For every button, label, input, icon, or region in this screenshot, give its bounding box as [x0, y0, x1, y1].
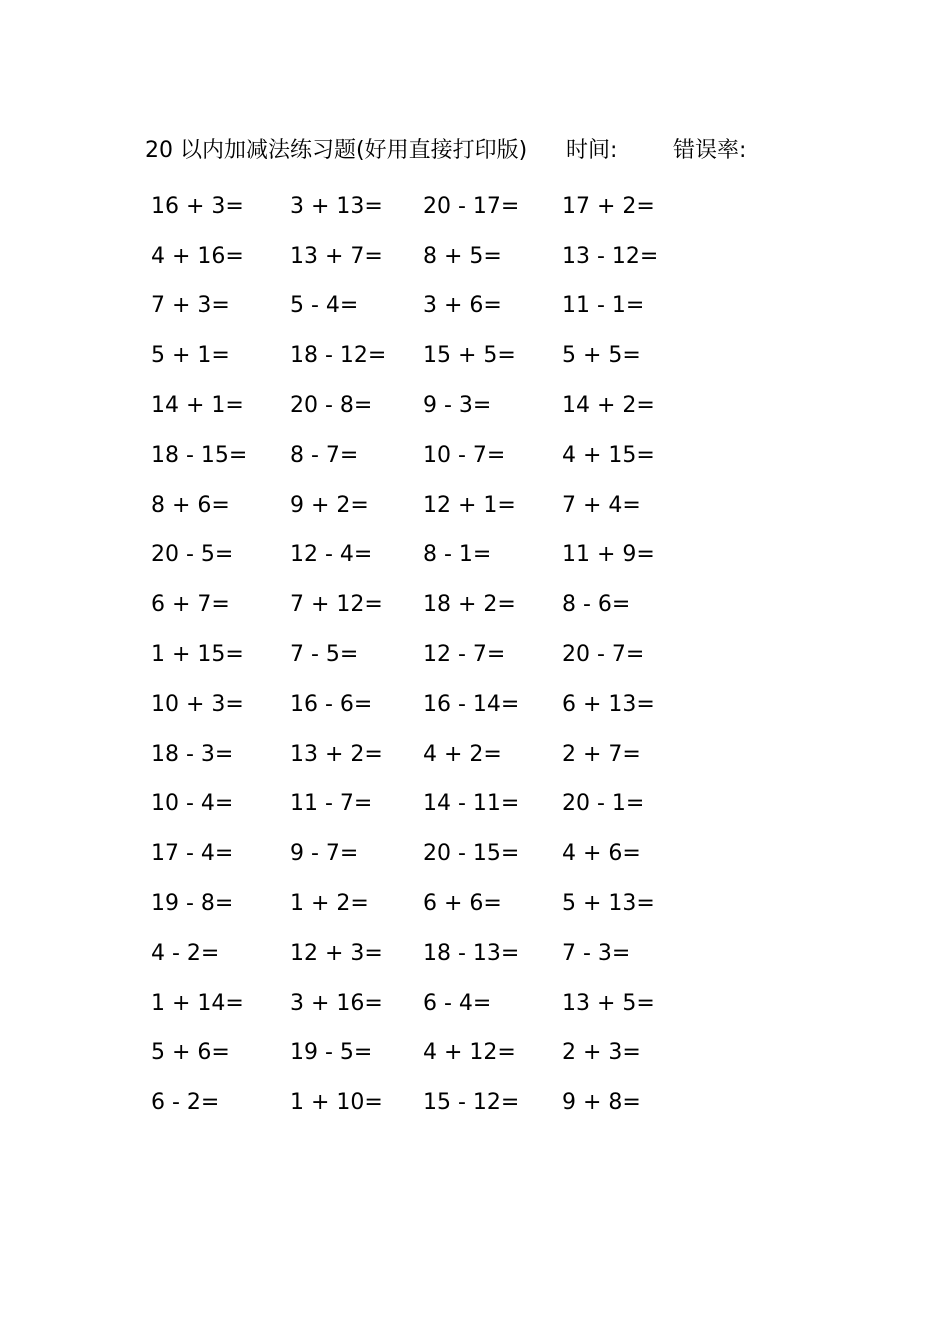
problem-item: 8 + 5= — [423, 243, 502, 269]
problem-item: 7 + 12= — [290, 592, 383, 618]
problem-row — [145, 232, 685, 282]
problem-item: 13 + 7= — [290, 243, 383, 269]
problem-row — [145, 282, 685, 332]
problem-item: 8 - 7= — [290, 442, 359, 468]
problem-item: 4 + 2= — [423, 741, 502, 767]
problem-item: 1 + 14= — [151, 990, 244, 1016]
problem-item: 4 - 2= — [151, 940, 220, 966]
problem-row — [145, 979, 685, 1029]
problem-item: 3 + 6= — [423, 293, 502, 319]
problem-item: 16 - 6= — [290, 691, 373, 717]
problem-item: 17 - 4= — [151, 841, 234, 867]
problem-item: 18 + 2= — [423, 592, 516, 618]
problem-item: 20 - 1= — [562, 791, 645, 817]
problem-item: 5 - 4= — [290, 293, 359, 319]
problem-item: 11 - 7= — [290, 791, 373, 817]
problem-item: 16 - 14= — [423, 691, 520, 717]
problem-item: 19 - 8= — [151, 891, 234, 917]
problem-item: 4 + 16= — [151, 243, 244, 269]
problem-item: 10 - 4= — [151, 791, 234, 817]
problem-item: 15 - 12= — [423, 1090, 520, 1116]
problem-row — [145, 331, 685, 381]
problem-item: 9 - 7= — [290, 841, 359, 867]
problem-item: 12 + 3= — [290, 940, 383, 966]
problem-item: 16 + 3= — [151, 193, 244, 219]
problem-item: 11 + 9= — [562, 542, 655, 568]
problem-item: 19 - 5= — [290, 1040, 373, 1066]
problem-item: 12 - 4= — [290, 542, 373, 568]
problem-row — [145, 879, 685, 929]
problem-row — [145, 580, 685, 630]
problem-item: 8 + 6= — [151, 492, 230, 518]
problem-item: 2 + 7= — [562, 741, 641, 767]
problem-row — [145, 829, 685, 879]
problem-row — [145, 1078, 685, 1128]
problem-row — [145, 680, 685, 730]
problem-row — [145, 780, 685, 830]
problem-item: 13 + 2= — [290, 741, 383, 767]
problem-item: 10 + 3= — [151, 691, 244, 717]
problem-row — [145, 481, 685, 531]
problem-item: 9 + 8= — [562, 1090, 641, 1116]
problem-item: 14 + 2= — [562, 393, 655, 419]
problem-item: 4 + 12= — [423, 1040, 516, 1066]
problem-item: 13 - 12= — [562, 243, 659, 269]
problem-row — [145, 431, 685, 481]
problem-item: 14 + 1= — [151, 393, 244, 419]
problem-item: 18 - 3= — [151, 741, 234, 767]
problem-item: 1 + 10= — [290, 1090, 383, 1116]
problem-item: 4 + 6= — [562, 841, 641, 867]
problem-item: 8 - 6= — [562, 592, 631, 618]
problem-row — [145, 1029, 685, 1079]
problem-item: 7 - 5= — [290, 642, 359, 668]
problem-item: 6 + 13= — [562, 691, 655, 717]
problem-item: 9 + 2= — [290, 492, 369, 518]
problem-item: 5 + 5= — [562, 343, 641, 369]
page-title: 20 以内加减法练习题(好用直接打印版) — [145, 138, 528, 163]
problem-item: 12 + 1= — [423, 492, 516, 518]
time-label: 时间: — [566, 138, 618, 163]
problem-item: 5 + 6= — [151, 1040, 230, 1066]
problem-item: 13 + 5= — [562, 990, 655, 1016]
problem-item: 10 - 7= — [423, 442, 506, 468]
problem-row — [145, 381, 685, 431]
problem-item: 1 + 15= — [151, 642, 244, 668]
problem-grid — [145, 182, 685, 1128]
problem-item: 20 - 15= — [423, 841, 520, 867]
problem-row — [145, 630, 685, 680]
problem-item: 20 - 17= — [423, 193, 520, 219]
problem-item: 9 - 3= — [423, 393, 492, 419]
problem-item: 15 + 5= — [423, 343, 516, 369]
problem-item: 7 + 3= — [151, 293, 230, 319]
problem-item: 6 - 2= — [151, 1090, 220, 1116]
problem-item: 3 + 13= — [290, 193, 383, 219]
problem-item: 5 + 1= — [151, 343, 230, 369]
problem-item: 20 - 7= — [562, 642, 645, 668]
problem-item: 6 + 7= — [151, 592, 230, 618]
error-rate-label: 错误率: — [673, 138, 747, 163]
problem-item: 7 - 3= — [562, 940, 631, 966]
problem-item: 14 - 11= — [423, 791, 520, 817]
problem-item: 6 + 6= — [423, 891, 502, 917]
problem-item: 2 + 3= — [562, 1040, 641, 1066]
problem-item: 18 - 13= — [423, 940, 520, 966]
problem-row — [145, 730, 685, 780]
problem-item: 5 + 13= — [562, 891, 655, 917]
problem-item: 6 - 4= — [423, 990, 492, 1016]
problem-item: 12 - 7= — [423, 642, 506, 668]
page-header — [145, 134, 845, 168]
problem-item: 18 - 15= — [151, 442, 248, 468]
problem-row — [145, 929, 685, 979]
problem-item: 3 + 16= — [290, 990, 383, 1016]
problem-item: 18 - 12= — [290, 343, 387, 369]
problem-item: 4 + 15= — [562, 442, 655, 468]
problem-item: 8 - 1= — [423, 542, 492, 568]
problem-item: 7 + 4= — [562, 492, 641, 518]
problem-row — [145, 182, 685, 232]
problem-row — [145, 531, 685, 581]
problem-item: 11 - 1= — [562, 293, 645, 319]
problem-item: 20 - 5= — [151, 542, 234, 568]
problem-item: 17 + 2= — [562, 193, 655, 219]
problem-item: 20 - 8= — [290, 393, 373, 419]
problem-item: 1 + 2= — [290, 891, 369, 917]
